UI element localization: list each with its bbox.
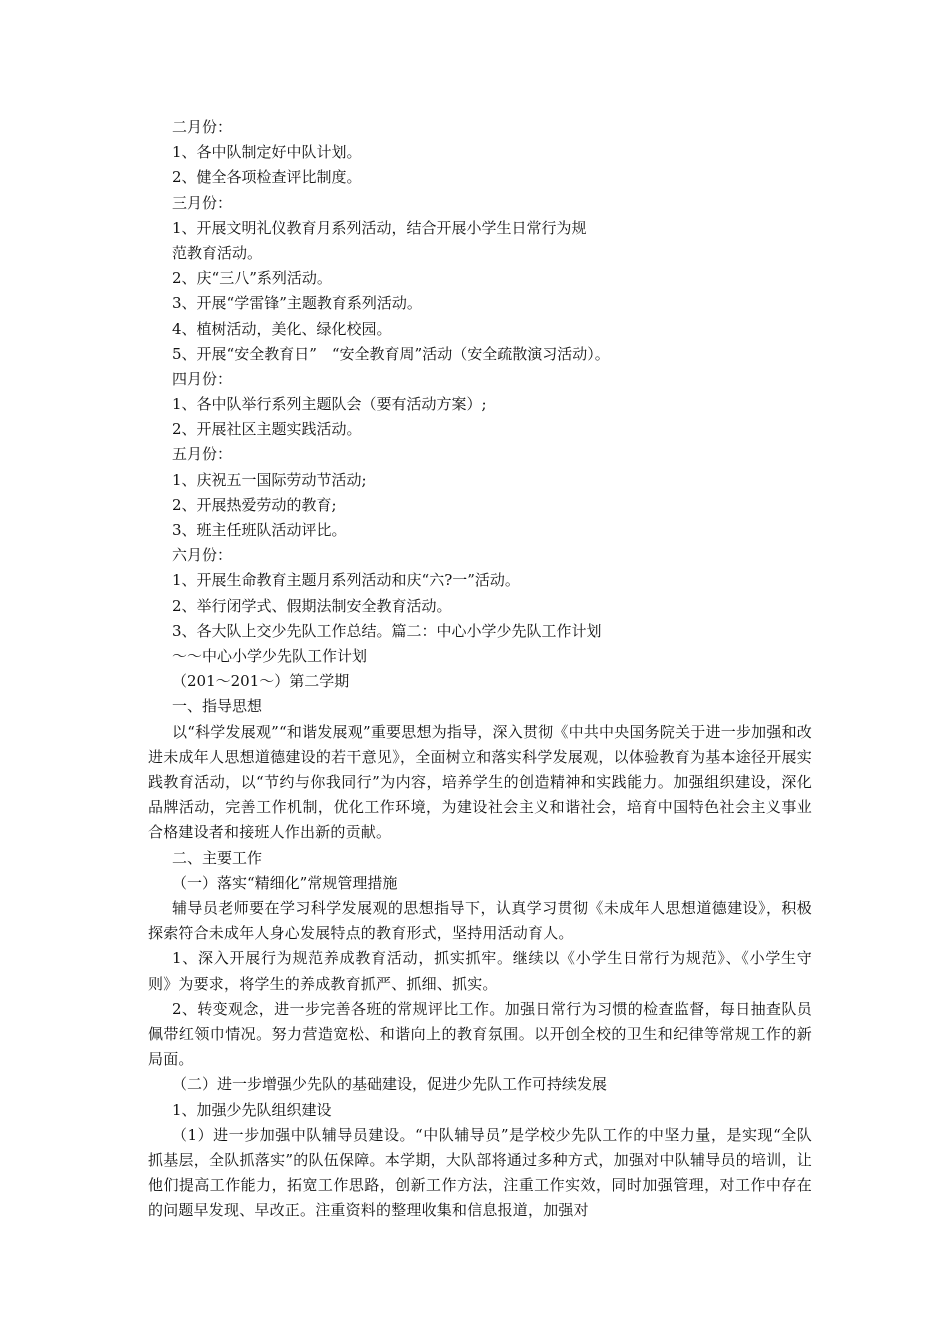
text-line: 1、各中队举行系列主题队会（要有活动方案）; [172, 395, 487, 414]
month-heading-april: 四月份： [172, 369, 233, 388]
text-line: 2、开展社区主题实践活动。 [172, 420, 362, 439]
paragraph-counselor-study: 辅导员老师要在学习科学发展观的思想指导下，认真学习贯彻《未成年人思想道德建设》，积极探索符合未成年人身心发展特点的教育形式，坚持用活动育人。 [148, 898, 812, 943]
section-heading-main-work: 二、主要工作 [172, 848, 263, 867]
text-line: 3、开展“学雷锋”主题教育系列活动。 [172, 294, 422, 313]
text-line: 2、举行闭学式、假期法制安全教育活动。 [172, 596, 452, 615]
text-line: 5、开展“安全教育日” “安全教育周”活动（安全疏散演习活动）。 [172, 344, 610, 363]
month-heading-may: 五月份： [172, 445, 233, 464]
month-heading-june: 六月份： [172, 546, 233, 565]
text-line: 3、班主任班队活动评比。 [172, 521, 347, 539]
subsection-heading-routine-management: （一）落实“精细化”常规管理措施 [172, 873, 398, 892]
text-line: 3、各大队上交少先队工作总结。篇二：中心小学少先队工作计划 [172, 621, 602, 640]
semester-label: （201～201～）第二学期 [172, 672, 350, 691]
month-heading-march: 三月份： [172, 193, 233, 212]
text-line: 1、各中队制定好中队计划。 [172, 143, 362, 162]
paragraph-behavior-norms: 1、深入开展行为规范养成教育活动，抓实抓牢。继续以《小学生日常行为规范》、《小学生守则》为要求，将学生的养成教育抓严、抓细、抓实。 [148, 949, 812, 993]
document-body [148, 115, 812, 1224]
text-line: 2、健全各项检查评比制度。 [172, 168, 362, 187]
paragraph-squad-counselors: （1）进一步加强中队辅导员建设。“中队辅导员”是学校少先队工作的中坚力量，是实现“全队抓基层，全队抓落实”的队伍保障。本学期，大队部将通过多种方式，加强对中队辅导员的培训，让他们提高工作能力，拓宽工作思路，创新工作方法，注重工作实效，同时加强管理，对工作中存在的问题早发现、早改正。注重资料的整理收集和信息报道，加强对 [148, 1125, 812, 1220]
text-line: 2、开展热爱劳动的教育; [172, 495, 337, 514]
section-heading-guiding-ideology: 一、指导思想 [172, 697, 263, 716]
text-line: 1、开展生命教育主题月系列活动和庆“六?一”活动。 [172, 571, 520, 590]
paragraph-guiding-ideology: 以“科学发展观”“和谐发展观”重要思想为指导，深入贯彻《中共中央国务院关于进一步加强和改进未成年人思想道德建设的若干意见》，全面树立和落实科学发展观，以体验教育为基本途径开展实践教育活动，以“节约与你我同行”为内容，培养学生的创造精神和实践能力。加强组织建设，深化品牌活动，完善工作机制，优化工作环境，为建设社会主义和谐社会，培育中国特色社会主义事业合格建设者和接班人作出新的贡献。 [148, 722, 812, 842]
subsection-heading-foundation-building: （二）进一步增强少先队的基础建设，促进少先队工作可持续发展 [172, 1075, 608, 1094]
text-line: 1、开展文明礼仪教育月系列活动，结合开展小学生日常行为规 [172, 218, 587, 237]
text-line: 1、庆祝五一国际劳动节活动; [172, 470, 367, 489]
text-line: 范教育活动。 [172, 243, 263, 262]
paragraph-evaluation-work: 2、转变观念，进一步完善各班的常规评比工作。加强日常行为习惯的检查监督，每日抽查队员佩带红领巾情况。努力营造宽松、和谐向上的教育氛围。以开创全校的卫生和纪律等常规工作的新局面。 [148, 999, 812, 1069]
text-line: 2、庆“三八”系列活动。 [172, 269, 332, 288]
document-title: ～～中心小学少先队工作计划 [172, 646, 368, 665]
month-heading-february: 二月份： [172, 118, 233, 136]
text-line: 4、植树活动，美化、绿化校园。 [172, 319, 392, 338]
item-heading-organization: 1、加强少先队组织建设 [172, 1100, 332, 1119]
